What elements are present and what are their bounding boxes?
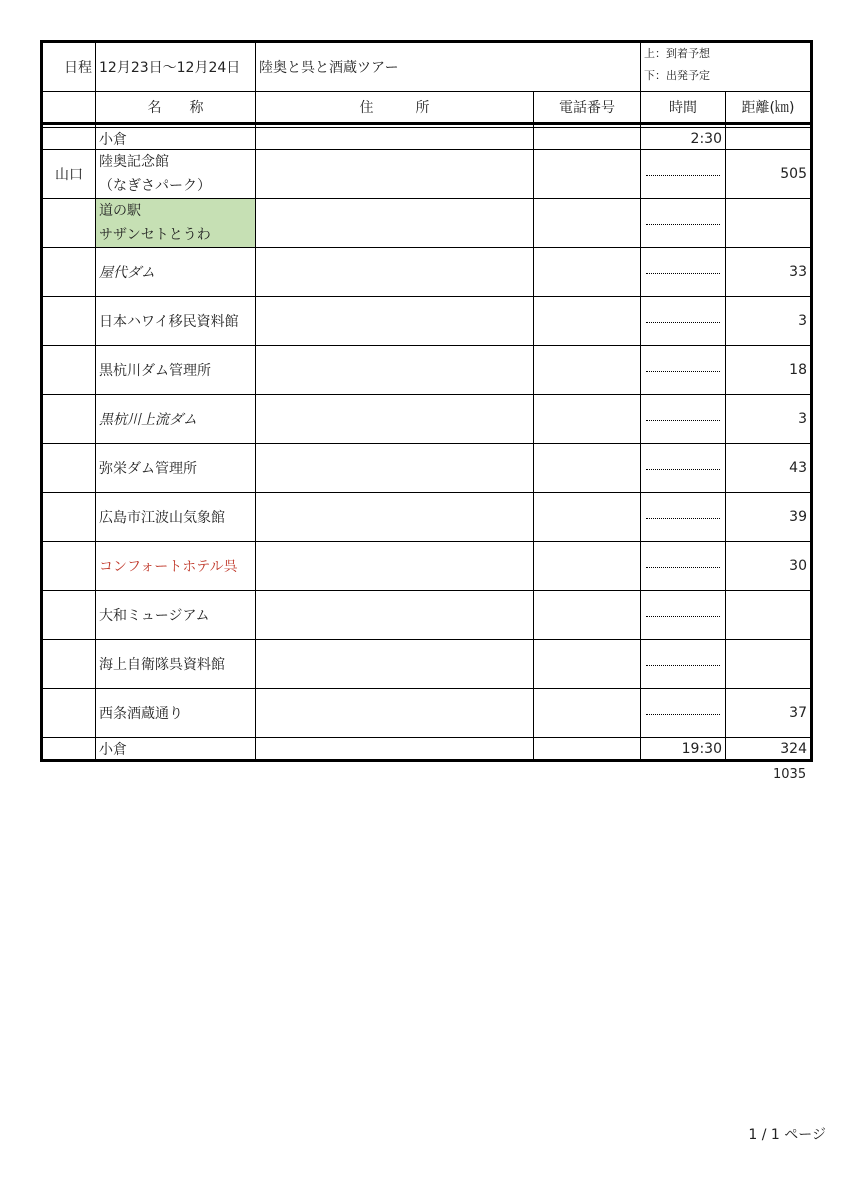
distance-cell — [726, 640, 812, 689]
region-cell — [42, 248, 96, 297]
time-divider — [646, 273, 720, 274]
place-name: 海上自衛隊呉資料館 — [96, 640, 256, 689]
address-cell — [256, 738, 534, 761]
time-divider — [646, 714, 720, 715]
address-cell — [256, 346, 534, 395]
address-cell — [256, 493, 534, 542]
table-row — [42, 542, 812, 591]
time-divider — [646, 518, 720, 519]
phone-cell — [534, 297, 641, 346]
time-cell — [641, 248, 726, 297]
tour-title: 陸奥と呉と酒蔵ツアー — [256, 42, 641, 92]
region-cell — [42, 493, 96, 542]
table-row — [42, 346, 812, 395]
place-name: 黒杭川ダム管理所 — [96, 346, 256, 395]
distance-cell — [726, 128, 812, 150]
phone-cell — [534, 444, 641, 493]
table-row — [42, 199, 812, 248]
distance-cell: 18 — [726, 346, 812, 395]
place-name: 日本ハワイ移民資料館 — [96, 297, 256, 346]
distance-cell: 33 — [726, 248, 812, 297]
time-cell — [641, 297, 726, 346]
table-row — [42, 395, 812, 444]
region-cell — [42, 738, 96, 761]
header-row — [42, 42, 812, 92]
region-cell — [42, 128, 96, 150]
phone-cell — [534, 640, 641, 689]
address-cell — [256, 199, 534, 248]
region-cell — [42, 640, 96, 689]
phone-cell — [534, 591, 641, 640]
address-cell — [256, 128, 534, 150]
phone-cell — [534, 689, 641, 738]
distance-cell — [726, 591, 812, 640]
address-cell — [256, 444, 534, 493]
region-cell: 山口 — [42, 150, 96, 199]
legend-arrival: 上：到着予想 — [644, 47, 710, 60]
phone-cell — [534, 395, 641, 444]
address-cell — [256, 297, 534, 346]
address-cell — [256, 640, 534, 689]
distance-cell: 505 — [726, 150, 812, 199]
place-name: コンフォートホテル呉 — [96, 542, 256, 591]
place-name-line1: 陸奥記念館 — [99, 154, 169, 170]
time-cell: 2:30 — [641, 128, 726, 150]
place-name-line2: （なぎさパーク） — [99, 178, 211, 194]
phone-cell — [534, 493, 641, 542]
time-divider — [646, 175, 720, 176]
region-cell — [42, 444, 96, 493]
time-cell — [641, 150, 726, 199]
phone-cell — [534, 738, 641, 761]
time-divider — [646, 616, 720, 617]
address-cell — [256, 689, 534, 738]
address-cell — [256, 591, 534, 640]
distance-cell: 37 — [726, 689, 812, 738]
time-cell — [641, 493, 726, 542]
distance-cell: 324 — [726, 738, 812, 761]
schedule-label: 日程 — [42, 42, 96, 92]
phone-cell — [534, 248, 641, 297]
phone-cell — [534, 150, 641, 199]
place-name-line1: 道の駅 — [99, 203, 141, 219]
phone-cell — [534, 542, 641, 591]
address-cell — [256, 150, 534, 199]
date-range: 12月23日～12月24日 — [96, 42, 256, 92]
table-row — [42, 738, 812, 761]
address-cell — [256, 542, 534, 591]
legend-departure: 下：出発予定 — [644, 69, 710, 82]
place-name: 西条酒蔵通り — [96, 689, 256, 738]
region-cell — [42, 199, 96, 248]
place-name: 大和ミュージアム — [96, 591, 256, 640]
page-indicator: 1 / 1 ページ — [748, 1127, 826, 1143]
col-region-header — [42, 92, 96, 124]
time-divider — [646, 322, 720, 323]
time-cell — [641, 591, 726, 640]
col-phone-header: 電話番号 — [534, 92, 641, 124]
time-legend — [641, 42, 812, 92]
region-cell — [42, 542, 96, 591]
region-cell — [42, 395, 96, 444]
time-divider — [646, 420, 720, 421]
itinerary-table — [40, 40, 813, 762]
table-row — [42, 640, 812, 689]
region-cell — [42, 689, 96, 738]
distance-cell: 39 — [726, 493, 812, 542]
phone-cell — [534, 128, 641, 150]
table-row — [42, 689, 812, 738]
time-divider — [646, 371, 720, 372]
time-divider — [646, 665, 720, 666]
column-header-row — [42, 92, 812, 124]
time-cell — [641, 542, 726, 591]
table-row — [42, 444, 812, 493]
table-row — [42, 591, 812, 640]
time-cell — [641, 444, 726, 493]
time-cell — [641, 199, 726, 248]
time-cell — [641, 346, 726, 395]
region-cell — [42, 297, 96, 346]
place-name-line2: サザンセトとうわ — [99, 227, 211, 243]
distance-cell: 3 — [726, 395, 812, 444]
place-name: 小倉 — [96, 128, 256, 150]
place-name: 屋代ダム — [96, 248, 256, 297]
time-cell: 19:30 — [641, 738, 726, 761]
time-cell — [641, 640, 726, 689]
place-name: 小倉 — [96, 738, 256, 761]
place-name — [96, 150, 256, 199]
place-name: 広島市江波山気象館 — [96, 493, 256, 542]
col-time-header: 時間 — [641, 92, 726, 124]
region-cell — [42, 346, 96, 395]
table-row — [42, 128, 812, 150]
region-cell — [42, 591, 96, 640]
time-divider — [646, 567, 720, 568]
place-name: 弥栄ダム管理所 — [96, 444, 256, 493]
time-divider — [646, 469, 720, 470]
col-address-header: 住 所 — [256, 92, 534, 124]
time-cell — [641, 689, 726, 738]
col-name-header: 名 称 — [96, 92, 256, 124]
phone-cell — [534, 199, 641, 248]
distance-cell: 30 — [726, 542, 812, 591]
table-row — [42, 248, 812, 297]
col-distance-header: 距離(㎞) — [726, 92, 812, 124]
total-distance: 1035 — [773, 767, 807, 782]
phone-cell — [534, 346, 641, 395]
time-divider — [646, 224, 720, 225]
distance-cell: 43 — [726, 444, 812, 493]
place-name — [96, 199, 256, 248]
distance-cell: 3 — [726, 297, 812, 346]
place-name: 黒杭川上流ダム — [96, 395, 256, 444]
time-cell — [641, 395, 726, 444]
table-row — [42, 493, 812, 542]
address-cell — [256, 248, 534, 297]
address-cell — [256, 395, 534, 444]
distance-cell — [726, 199, 812, 248]
table-row — [42, 297, 812, 346]
table-row — [42, 150, 812, 199]
